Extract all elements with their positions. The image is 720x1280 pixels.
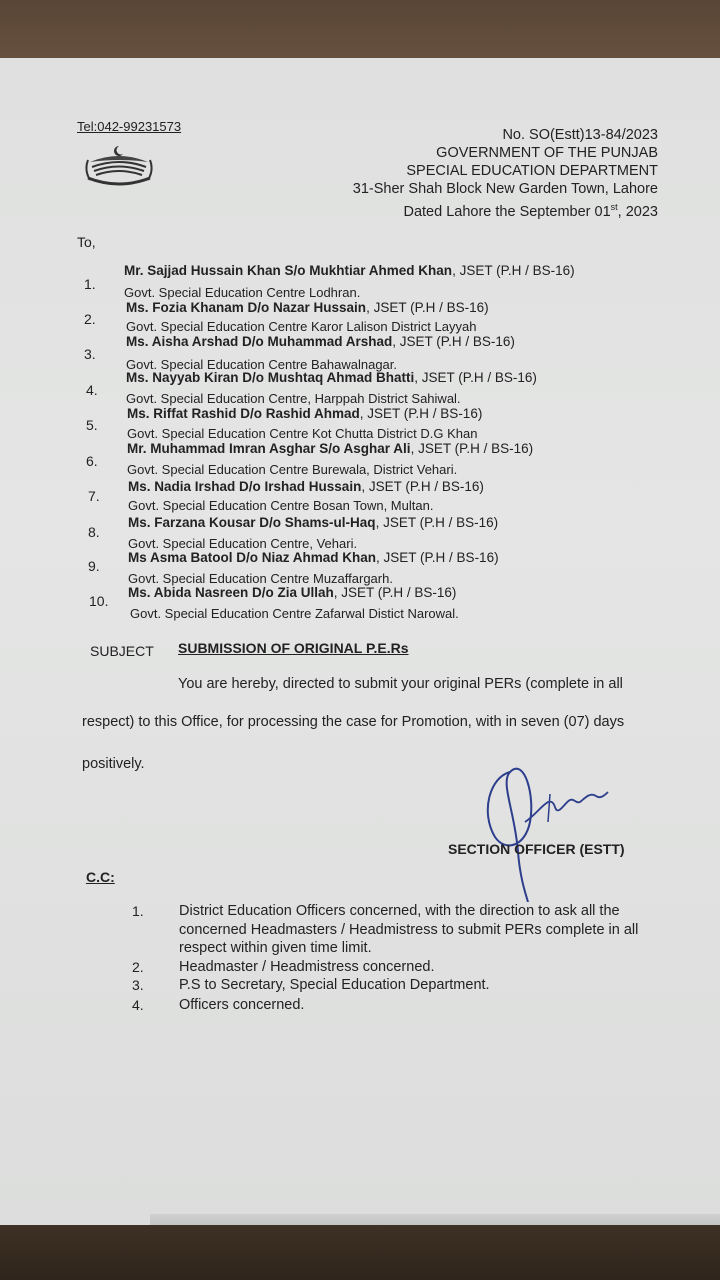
recipient-number: 1. xyxy=(84,276,96,292)
recipient-name-line xyxy=(127,406,482,421)
recipient-name-line xyxy=(128,515,498,530)
recipient-office: Govt. Special Education Centre, Harppah District Sahiwal. xyxy=(126,391,461,406)
recipient-number: 8. xyxy=(88,524,100,540)
recipient-number: 9. xyxy=(88,558,100,574)
recipient-post: , JSET (P.H / BS-16) xyxy=(392,334,515,349)
recipient-name-line xyxy=(127,441,533,456)
recipient-office: Govt. Special Education Centre Zafarwal Distict Narowal. xyxy=(130,606,459,621)
recipient-name: Mr. Muhammad Imran Asghar S/o Asghar Ali xyxy=(127,441,411,456)
section-officer-signoff: SECTION OFFICER (ESTT) xyxy=(448,841,625,857)
recipient-name: Ms. Nadia Irshad D/o Irshad Hussain xyxy=(128,479,362,494)
subject-label: SUBJECT xyxy=(90,643,154,659)
to-label: To, xyxy=(77,234,96,250)
recipient-name: Mr. Sajjad Hussain Khan S/o Mukhtiar Ahmed Khan xyxy=(124,263,453,278)
recipient-name: Ms. Fozia Khanam D/o Nazar Hussain xyxy=(126,300,367,315)
recipient-name: Ms. Abida Nasreen D/o Zia Ullah xyxy=(128,585,334,600)
recipient-number: 2. xyxy=(84,311,96,327)
recipient-post: , JSET (P.H / BS-16) xyxy=(375,515,499,530)
recipient-office: Govt. Special Education Centre Kot Chutta District D.G Khan xyxy=(127,426,478,441)
recipient-post: , JSET (P.H / BS-16) xyxy=(376,550,499,565)
recipient-name-line xyxy=(124,263,575,278)
recipient-name-line xyxy=(128,550,499,565)
recipient-number: 5. xyxy=(86,417,98,433)
cc-item-text: Headmaster / Headmistress concerned. xyxy=(179,959,435,975)
recipient-name: Ms. Farzana Kousar D/o Shams-ul-Haq xyxy=(128,515,376,530)
cc-item-number: 3. xyxy=(132,977,144,993)
body-line-3: positively. xyxy=(82,756,145,772)
recipient-number: 10. xyxy=(89,593,109,609)
recipient-name-line xyxy=(128,585,456,600)
cc-item-text: Officers concerned. xyxy=(179,997,305,1013)
recipient-post: , JSET (P.H / BS-16) xyxy=(366,300,489,315)
government-emblem-icon xyxy=(84,140,154,190)
department-title: SPECIAL EDUCATION DEPARTMENT xyxy=(406,163,658,179)
recipient-office: Govt. Special Education Centre Bosan Town, Multan. xyxy=(128,498,434,513)
recipient-post: , JSET (P.H / BS-16) xyxy=(452,263,575,278)
telephone-number: Tel:042-99231573 xyxy=(77,119,182,134)
cc-item-text: District Education Officers concerned, with the direction to ask all the concerned Headmasters / Headmistress to submit PERs complete in all respect within given time limit. xyxy=(179,903,639,956)
letter-number: No. SO(Estt)13-84/2023 xyxy=(502,127,658,143)
recipient-post: , JSET (P.H / BS-16) xyxy=(359,406,483,421)
recipient-office: Govt. Special Education Centre Bahawalnagar. xyxy=(126,357,398,372)
cc-item-number: 4. xyxy=(132,997,144,1013)
recipient-office: Govt. Special Education Centre Muzaffargarh. xyxy=(128,571,393,586)
recipient-name: Ms. Riffat Rashid D/o Rashid Ahmad xyxy=(127,406,360,421)
subject-text: SUBMISSION OF ORIGINAL P.E.Rs xyxy=(178,640,409,656)
body-line-1: You are hereby, directed to submit your original PERs (complete in all xyxy=(178,676,623,692)
cc-item-number: 2. xyxy=(132,959,144,975)
recipient-name-line xyxy=(128,479,484,494)
cc-item-number: 1. xyxy=(132,903,144,919)
cc-item-text: P.S to Secretary, Special Education Department. xyxy=(179,977,490,993)
body-line-2: respect) to this Office, for processing the case for Promotion, with in seven (07) days xyxy=(82,714,625,730)
recipient-post: , JSET (P.H / BS-16) xyxy=(333,585,457,600)
recipient-name: Ms. Aisha Arshad D/o Muhammad Arshad xyxy=(126,334,393,349)
government-title: GOVERNMENT OF THE PUNJAB xyxy=(436,145,658,161)
recipient-office: Govt. Special Education Centre Burewala, District Vehari. xyxy=(127,462,458,477)
recipient-name-line xyxy=(126,300,489,315)
department-address: 31-Sher Shah Block New Garden Town, Lahore xyxy=(352,181,658,197)
recipient-number: 4. xyxy=(86,382,98,398)
handwritten-signature xyxy=(470,752,630,902)
recipient-office: Govt. Special Education Centre, Vehari. xyxy=(128,536,358,551)
recipient-name-line xyxy=(126,334,515,349)
recipient-name-line xyxy=(126,370,537,385)
recipient-office: Govt. Special Education Centre Lodhran. xyxy=(124,285,361,300)
recipient-post: , JSET (P.H / BS-16) xyxy=(361,479,484,494)
recipient-name: Ms Asma Batool D/o Niaz Ahmad Khan xyxy=(128,550,377,565)
recipient-number: 6. xyxy=(86,453,98,469)
recipient-post: , JSET (P.H / BS-16) xyxy=(410,441,534,456)
letter-date: Dated Lahore the September 01st, 2023 xyxy=(403,202,658,220)
recipient-post: , JSET (P.H / BS-16) xyxy=(414,370,537,385)
cc-label: C.C: xyxy=(86,869,115,885)
recipient-number: 3. xyxy=(84,346,96,362)
recipient-name: Ms. Nayyab Kiran D/o Mushtaq Ahmad Bhatti xyxy=(126,370,415,385)
recipient-number: 7. xyxy=(88,488,100,504)
recipient-office: Govt. Special Education Centre Karor Lalison District Layyah xyxy=(126,319,477,334)
desk-background-bottom xyxy=(0,1225,720,1280)
